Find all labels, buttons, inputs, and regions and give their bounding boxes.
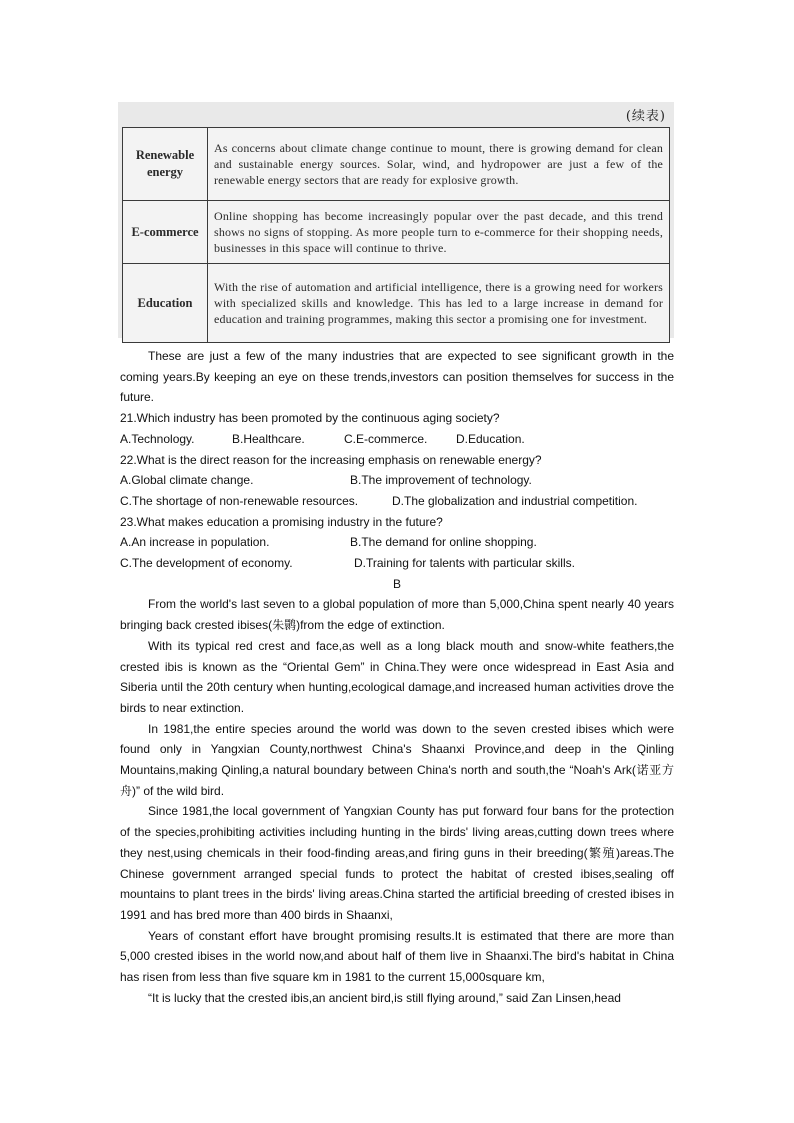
- question-21-options: [120, 429, 674, 450]
- option-b: B.The demand for online shopping.: [350, 535, 537, 550]
- section-b-paragraph: From the world's last seven to a global population of more than 5,000,China spent nearly 40 years bringing back crested ibises(朱鹮)from the edge of extinction.: [120, 597, 674, 633]
- industry-name: E-commerce: [123, 201, 208, 264]
- option-a: A.Technology.: [120, 431, 195, 446]
- section-b-paragraph: In 1981,the entire species around the world was down to the seven crested ibises which were found only in Yangxian County,northwest China's Shaanxi Province,and deep in the Qinling Mountains,making Qinling,a natural boundary between China's north and south,the “Noah's Ark(诺亚方舟)” of the wild bird.: [120, 721, 674, 798]
- option-b: B.The improvement of technology.: [350, 473, 532, 488]
- passage-a-conclusion: These are just a few of the many industries that are expected to see significant growth in the coming years.By keeping an eye on these trends,investors can position themselves for success in the future.: [120, 349, 674, 405]
- section-b-paragraph: Years of constant effort have brought promising results.It is estimated that there are more than 5,000 crested ibises in the world now,and about half of them live in Shaanxi.The bird's habitat in China has risen from less than five square km in 1981 to the current 15,000square km,: [120, 928, 674, 985]
- continuation-note: (续表): [625, 109, 666, 124]
- table-row: [123, 128, 670, 201]
- question-23-options-ab: [120, 532, 674, 553]
- industry-name: Education: [123, 264, 208, 343]
- section-b-paragraph: Since 1981,the local government of Yangxian County has put forward four bans for the protection of the species,prohibiting activities including hunting in the birds' living areas,cutting down trees where they nest,using chemicals in their food-finding areas,and firing guns in their breeding(繁殖)areas.The Chinese government arranged special funds to protect the habitat of crested ibises,sealing off mountains to plant trees in the birds' living areas.China started the artificial breeding of crested ibises in 1991 and has bred more than 400 birds in Shaanxi,: [120, 804, 674, 922]
- industry-description: Online shopping has become increasingly popular over the past decade, and this trend shows no signs of stopping. As more people turn to e-commerce for their shopping needs, businesses in this space will continue to thrive.: [208, 201, 670, 264]
- option-d: D.Training for talents with particular skills.: [354, 556, 575, 571]
- section-b-paragraph: “It is lucky that the crested ibis,an ancient bird,is still flying around,” said Zan Linsen,head: [148, 990, 621, 1005]
- option-b: B.Healthcare.: [232, 431, 305, 446]
- industry-description: With the rise of automation and artificial intelligence, there is a growing need for workers with specialized skills and knowledge. This has led to a large increase in demand for education and training programmes, making this sector a promising one for investment.: [208, 264, 670, 343]
- option-a: A.An increase in population.: [120, 535, 270, 550]
- question-23-stem: 23.What makes education a promising industry in the future?: [120, 514, 443, 529]
- question-22-options-ab: [120, 470, 674, 491]
- industry-table-scan: [118, 102, 674, 338]
- option-d: D.Education.: [456, 431, 525, 446]
- section-b-label: B: [392, 576, 401, 591]
- option-c: C.The shortage of non-renewable resources.: [120, 493, 359, 508]
- question-23-options-cd: [120, 553, 674, 574]
- section-b-paragraph: With its typical red crest and face,as well as a long black mouth and snow-white feathers,the crested ibis is known as the “Oriental Gem” in China.They were once widespread in East Asia and Siberia until the 20th century when hunting,ecological damage,and increased human activities drove the birds to near extinction.: [120, 638, 674, 715]
- option-d: D.The globalization and industrial competition.: [392, 493, 638, 508]
- question-22-options-cd: [120, 491, 674, 512]
- table-row: [123, 264, 670, 343]
- option-c: C.The development of economy.: [120, 556, 293, 571]
- document-body: [120, 346, 674, 1009]
- option-a: A.Global climate change.: [120, 473, 254, 488]
- industry-description: As concerns about climate change continue to mount, there is growing demand for clean and sustainable energy sources. Solar, wind, and hydropower are just a few of the renewable energy sectors that are ready for explosive growth.: [208, 128, 670, 201]
- option-c: C.E-commerce.: [344, 431, 428, 446]
- question-22-stem: 22.What is the direct reason for the increasing emphasis on renewable energy?: [120, 452, 542, 467]
- industry-table: [122, 127, 670, 343]
- question-21-stem: 21.Which industry has been promoted by the continuous aging society?: [120, 411, 500, 426]
- industry-name: Renewable energy: [123, 128, 208, 201]
- table-row: [123, 201, 670, 264]
